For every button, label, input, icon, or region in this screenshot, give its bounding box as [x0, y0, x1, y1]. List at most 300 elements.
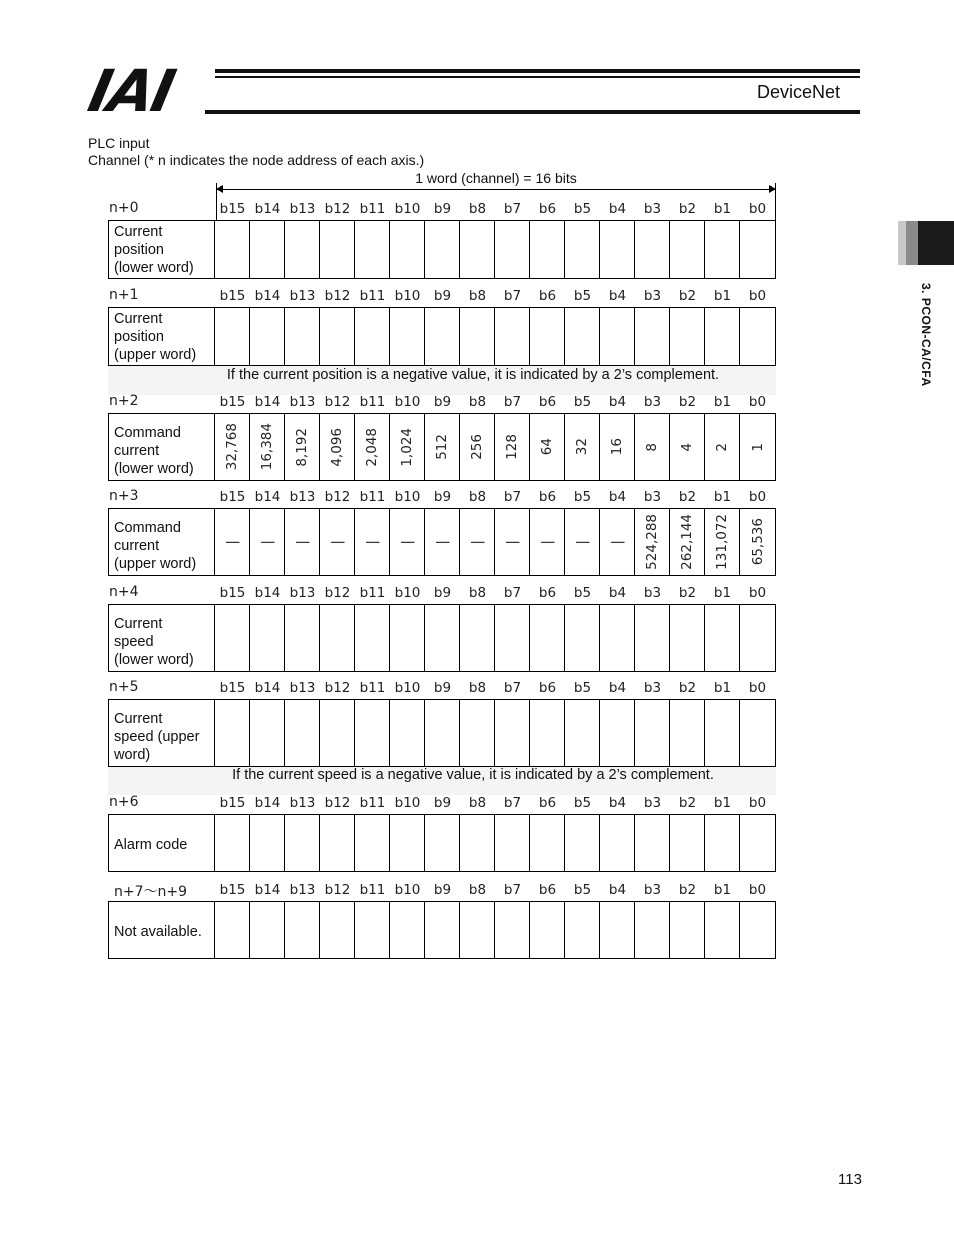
bit-cell — [670, 509, 705, 575]
bit-label-row — [108, 200, 776, 220]
bit-weight: 4 — [679, 442, 695, 452]
bit-label: b13 — [289, 585, 316, 601]
bit-label: b13 — [289, 394, 316, 410]
bit-label: b8 — [468, 882, 487, 898]
channel-bit-row — [108, 413, 776, 481]
bit-cell — [635, 605, 670, 671]
bit-cell — [600, 221, 635, 278]
bit-cell — [250, 509, 285, 575]
bit-weight: | — [294, 539, 310, 545]
description-line: position — [114, 242, 164, 258]
bit-label: b2 — [678, 585, 697, 601]
channel-id: n+5 — [109, 679, 139, 695]
bit-label: b1 — [713, 489, 732, 505]
bit-label: b1 — [713, 680, 732, 696]
bit-cell — [705, 902, 740, 958]
bit-weight: 1,024 — [399, 427, 415, 467]
bit-weight: 1 — [749, 442, 766, 452]
bit-label: b0 — [748, 585, 767, 601]
bit-label: b11 — [359, 489, 386, 505]
bit-weight: 16,384 — [259, 423, 275, 471]
bit-label: b5 — [573, 795, 592, 811]
bit-label: b10 — [394, 489, 421, 505]
bit-cell — [390, 308, 425, 365]
bit-label: b14 — [254, 795, 281, 811]
bit-label: b13 — [289, 489, 316, 505]
channel-description — [109, 308, 215, 365]
bit-label: b0 — [748, 489, 767, 505]
bit-label: b9 — [433, 394, 452, 410]
bit-cell — [740, 414, 775, 480]
bit-label: b13 — [289, 288, 316, 304]
bit-weight: | — [434, 539, 450, 545]
bit-label: b6 — [538, 201, 557, 217]
bit-label: b0 — [748, 394, 767, 410]
bit-weight: 8,192 — [294, 427, 310, 467]
bit-label-row — [108, 794, 776, 814]
bit-label: b6 — [538, 489, 557, 505]
bit-weight: 64 — [539, 438, 555, 456]
bit-label: b3 — [643, 201, 662, 217]
bit-label: b10 — [394, 882, 421, 898]
bit-label: b15 — [219, 882, 246, 898]
bit-cell — [285, 700, 320, 766]
bit-cell — [600, 509, 635, 575]
channel-description — [109, 902, 215, 958]
channel-id: n+3 — [109, 488, 139, 504]
bit-weight: 4,096 — [329, 427, 345, 467]
channel-id: n+6 — [109, 794, 139, 810]
bit-label: b4 — [608, 201, 627, 217]
bit-cell — [495, 221, 530, 278]
bit-label: b15 — [219, 680, 246, 696]
word-width-arrow — [216, 189, 776, 190]
bit-label: b2 — [678, 489, 697, 505]
bit-cell — [285, 605, 320, 671]
bit-cell — [635, 308, 670, 365]
description-line: Not available. — [114, 923, 202, 940]
bit-label: b3 — [643, 882, 662, 898]
bit-label: b2 — [678, 882, 697, 898]
bit-cell — [635, 221, 670, 278]
description-line: Command — [114, 425, 181, 441]
channel-bit-row — [108, 508, 776, 576]
bit-cell — [320, 700, 355, 766]
bit-label-row — [108, 393, 776, 413]
bit-label: b15 — [219, 585, 246, 601]
bit-label: b2 — [678, 288, 697, 304]
bit-cell — [460, 221, 495, 278]
bit-label: b14 — [254, 394, 281, 410]
bit-label: b0 — [748, 795, 767, 811]
channel-bit-row — [108, 220, 776, 279]
bit-label: b1 — [713, 288, 732, 304]
bit-cell — [460, 414, 495, 480]
bit-label: b15 — [219, 394, 246, 410]
bit-label: b4 — [608, 795, 627, 811]
description-line: Current — [114, 224, 163, 240]
bit-label: b9 — [433, 489, 452, 505]
channel-description — [109, 815, 215, 871]
bit-cell — [705, 700, 740, 766]
bit-label: b6 — [538, 585, 557, 601]
description-line: (lower word) — [114, 461, 194, 477]
bit-cell — [215, 221, 250, 278]
bit-label-row — [108, 287, 776, 307]
bit-cell — [355, 700, 390, 766]
bit-cell — [425, 221, 460, 278]
bit-cell — [635, 414, 670, 480]
description-line: (lower word) — [114, 652, 194, 668]
bit-label: b10 — [394, 201, 421, 217]
channel-block — [108, 393, 776, 481]
bit-label: b6 — [538, 795, 557, 811]
bit-weight: | — [574, 539, 590, 545]
bit-cell — [740, 700, 775, 766]
bit-cell — [600, 902, 635, 958]
channel-id: n+4 — [109, 584, 139, 600]
bit-cell — [250, 308, 285, 365]
bit-label-row — [108, 584, 776, 604]
bit-weight: | — [399, 539, 415, 545]
bit-cell — [250, 414, 285, 480]
side-tab-block — [918, 221, 954, 265]
iai-logo: IAI — [82, 57, 180, 125]
bit-label: b3 — [643, 394, 662, 410]
bit-cell — [740, 605, 775, 671]
bit-cell — [705, 509, 740, 575]
description-line: (upper word) — [114, 347, 197, 363]
bit-cell — [250, 605, 285, 671]
bit-weight: | — [469, 539, 485, 545]
bit-cell — [565, 509, 600, 575]
bit-cell — [600, 815, 635, 871]
bit-label: b5 — [573, 489, 592, 505]
bit-cell — [705, 605, 740, 671]
bit-cell — [355, 221, 390, 278]
bit-cell — [215, 509, 250, 575]
bit-label: b11 — [359, 680, 386, 696]
bit-label: b1 — [713, 882, 732, 898]
bit-cell — [215, 308, 250, 365]
channel-description — [109, 509, 215, 575]
bit-cell — [285, 509, 320, 575]
bit-label: b10 — [394, 585, 421, 601]
bit-cell — [740, 815, 775, 871]
bit-weight: 131,072 — [714, 514, 730, 570]
bit-cell — [250, 902, 285, 958]
bit-cell — [565, 308, 600, 365]
bit-label: b8 — [468, 288, 487, 304]
bit-weight: | — [224, 539, 240, 545]
bit-label: b12 — [324, 680, 351, 696]
bit-cell — [600, 605, 635, 671]
bit-weight: 512 — [434, 434, 450, 460]
description-line: word) — [114, 747, 151, 763]
bit-label: b11 — [359, 882, 386, 898]
complement-note: If the current position is a negative value, it is indicated by a 2’s complement. — [226, 367, 720, 383]
bit-cell — [565, 605, 600, 671]
bit-weight: | — [364, 539, 380, 545]
bit-cell — [390, 414, 425, 480]
description-line: (lower word) — [114, 260, 194, 276]
bit-label: b9 — [433, 585, 452, 601]
bit-cell — [495, 308, 530, 365]
bit-cell — [670, 700, 705, 766]
bit-label: b8 — [468, 585, 487, 601]
bit-cell — [705, 221, 740, 278]
bit-label: b0 — [748, 882, 767, 898]
bit-cell — [390, 221, 425, 278]
bit-label: b2 — [678, 680, 697, 696]
description-line: Current — [114, 311, 163, 327]
bit-weight: 2 — [714, 442, 730, 452]
bit-cell — [390, 605, 425, 671]
bit-cell — [600, 308, 635, 365]
bit-label: b2 — [678, 201, 697, 217]
channel-description — [109, 221, 215, 278]
bit-label: b4 — [608, 394, 627, 410]
bit-cell — [460, 605, 495, 671]
bit-weight: 262,144 — [679, 514, 695, 570]
bit-cell — [635, 700, 670, 766]
description-line: current — [114, 538, 160, 554]
bit-label: b11 — [359, 585, 386, 601]
bit-cell — [495, 605, 530, 671]
channel-block — [108, 488, 776, 576]
bit-weight: 16 — [609, 438, 625, 456]
bit-cell — [390, 700, 425, 766]
bit-label: b8 — [468, 201, 487, 217]
bit-label: b13 — [289, 680, 316, 696]
description-line: speed — [114, 634, 154, 650]
bit-label: b7 — [503, 489, 522, 505]
bit-weight: 8 — [644, 442, 660, 452]
bit-label: b11 — [359, 795, 386, 811]
description-line: speed (upper — [114, 729, 200, 745]
bit-cell — [215, 902, 250, 958]
bit-label: b15 — [219, 288, 246, 304]
bit-label-row — [108, 679, 776, 699]
bit-label: b0 — [748, 288, 767, 304]
bit-cell — [670, 815, 705, 871]
bit-cell — [390, 815, 425, 871]
bit-weight: | — [504, 539, 520, 545]
bit-cell — [425, 509, 460, 575]
bit-cell — [670, 605, 705, 671]
bit-weight: | — [609, 539, 625, 545]
bit-label: b5 — [573, 394, 592, 410]
bit-label: b8 — [468, 489, 487, 505]
header-rule-top-thin — [215, 76, 860, 78]
bit-label: b7 — [503, 795, 522, 811]
bit-label: b11 — [359, 288, 386, 304]
bit-cell — [460, 509, 495, 575]
bit-cell — [600, 700, 635, 766]
bit-label: b1 — [713, 585, 732, 601]
bit-label: b10 — [394, 795, 421, 811]
bit-cell — [635, 509, 670, 575]
bit-cell — [460, 815, 495, 871]
bit-weight: | — [329, 539, 345, 545]
bit-label: b10 — [394, 680, 421, 696]
bit-label: b12 — [324, 795, 351, 811]
bit-label: b12 — [324, 585, 351, 601]
channel-block — [108, 881, 776, 959]
bit-cell — [495, 815, 530, 871]
bit-label: b9 — [433, 795, 452, 811]
bit-cell — [705, 308, 740, 365]
bit-weight: 524,288 — [644, 514, 660, 570]
bit-cell — [600, 414, 635, 480]
side-tab-shade-light — [898, 221, 906, 265]
channel-block — [108, 794, 776, 872]
bit-label: b15 — [219, 489, 246, 505]
bit-cell — [425, 308, 460, 365]
bit-weight: 65,536 — [749, 518, 766, 566]
description-line: Command — [114, 520, 181, 536]
bit-label: b5 — [573, 680, 592, 696]
bit-cell — [285, 815, 320, 871]
bit-cell — [530, 815, 565, 871]
bit-label: b9 — [433, 882, 452, 898]
bit-label: b3 — [643, 288, 662, 304]
header-title: DeviceNet — [756, 82, 840, 102]
bit-cell — [215, 605, 250, 671]
bit-label: b5 — [573, 201, 592, 217]
complement-note: If the current speed is a negative value, it is indicated by a 2’s complement. — [232, 767, 714, 783]
bit-cell — [740, 902, 775, 958]
bit-label: b1 — [713, 201, 732, 217]
bit-cell — [285, 414, 320, 480]
bit-cell — [425, 902, 460, 958]
bit-label: b12 — [324, 288, 351, 304]
bit-label: b1 — [713, 795, 732, 811]
bit-cell — [285, 308, 320, 365]
channel-description — [109, 414, 215, 480]
channel-bit-row — [108, 307, 776, 366]
channel-description — [109, 605, 215, 671]
side-tab-shade-mid — [906, 221, 918, 265]
channel-id: n+1 — [109, 287, 139, 303]
bit-label: b6 — [538, 394, 557, 410]
channel-bit-row — [108, 901, 776, 959]
bit-cell — [425, 414, 460, 480]
channel-description — [109, 700, 215, 766]
bit-label: b9 — [433, 680, 452, 696]
bit-weight: | — [259, 539, 275, 545]
bit-cell — [425, 605, 460, 671]
bit-label: b8 — [468, 394, 487, 410]
bit-cell — [565, 700, 600, 766]
bit-label: b1 — [713, 394, 732, 410]
bit-cell — [250, 700, 285, 766]
description-line: (upper word) — [114, 556, 197, 572]
channel-id: n+2 — [109, 393, 139, 409]
bit-label: b13 — [289, 795, 316, 811]
description-line: Current — [114, 616, 163, 632]
chapter-label: 3. PCON-CA/CFA — [919, 283, 933, 387]
bit-label: b5 — [573, 585, 592, 601]
bit-cell — [670, 414, 705, 480]
bit-label: b7 — [503, 394, 522, 410]
channel-block — [108, 200, 776, 279]
bit-label: b3 — [643, 489, 662, 505]
channel-block — [108, 584, 776, 672]
bit-cell — [320, 221, 355, 278]
bit-cell — [565, 414, 600, 480]
bit-label: b9 — [433, 288, 452, 304]
bit-cell — [530, 902, 565, 958]
bit-cell — [250, 815, 285, 871]
bit-label: b7 — [503, 585, 522, 601]
bit-cell — [495, 509, 530, 575]
bit-label: b11 — [359, 394, 386, 410]
intro-line-2: Channel (* n indicates the node address of each axis.) — [88, 152, 425, 168]
bit-label: b4 — [608, 288, 627, 304]
bit-label: b0 — [748, 201, 767, 217]
bit-cell — [355, 815, 390, 871]
bit-label: b15 — [219, 795, 246, 811]
bit-cell — [320, 902, 355, 958]
bit-label: b7 — [503, 680, 522, 696]
page-number: 113 — [838, 1171, 862, 1188]
description-line: Current — [114, 711, 163, 727]
bit-cell — [530, 700, 565, 766]
bit-cell — [250, 221, 285, 278]
bit-cell — [740, 509, 775, 575]
bit-cell — [705, 414, 740, 480]
bit-label: b4 — [608, 882, 627, 898]
bit-label-row — [108, 488, 776, 508]
bit-cell — [355, 509, 390, 575]
bit-cell — [425, 815, 460, 871]
bit-cell — [215, 815, 250, 871]
bit-label: b4 — [608, 585, 627, 601]
bit-cell — [530, 221, 565, 278]
channel-bit-row — [108, 604, 776, 672]
bit-cell — [635, 902, 670, 958]
bit-cell — [285, 902, 320, 958]
channel-bit-row — [108, 699, 776, 767]
bit-label: b12 — [324, 201, 351, 217]
bit-label: b12 — [324, 882, 351, 898]
bit-cell — [425, 700, 460, 766]
description-line: Alarm code — [114, 836, 188, 853]
bit-label: b14 — [254, 489, 281, 505]
bit-cell — [495, 902, 530, 958]
bit-label: b10 — [394, 288, 421, 304]
channel-id: n+7～n+9 — [114, 884, 188, 900]
bit-label: b12 — [324, 489, 351, 505]
bit-label: b14 — [254, 680, 281, 696]
bit-label: b5 — [573, 288, 592, 304]
bit-cell — [565, 902, 600, 958]
bit-cell — [670, 308, 705, 365]
bit-cell — [740, 308, 775, 365]
bit-label: b5 — [573, 882, 592, 898]
bit-cell — [320, 414, 355, 480]
bit-label: b4 — [608, 489, 627, 505]
bit-cell — [495, 414, 530, 480]
bit-cell — [460, 308, 495, 365]
channel-block — [108, 679, 776, 767]
bit-cell — [390, 509, 425, 575]
bit-cell — [530, 414, 565, 480]
bit-cell — [530, 605, 565, 671]
bit-label: b12 — [324, 394, 351, 410]
bit-weight: | — [539, 539, 555, 545]
